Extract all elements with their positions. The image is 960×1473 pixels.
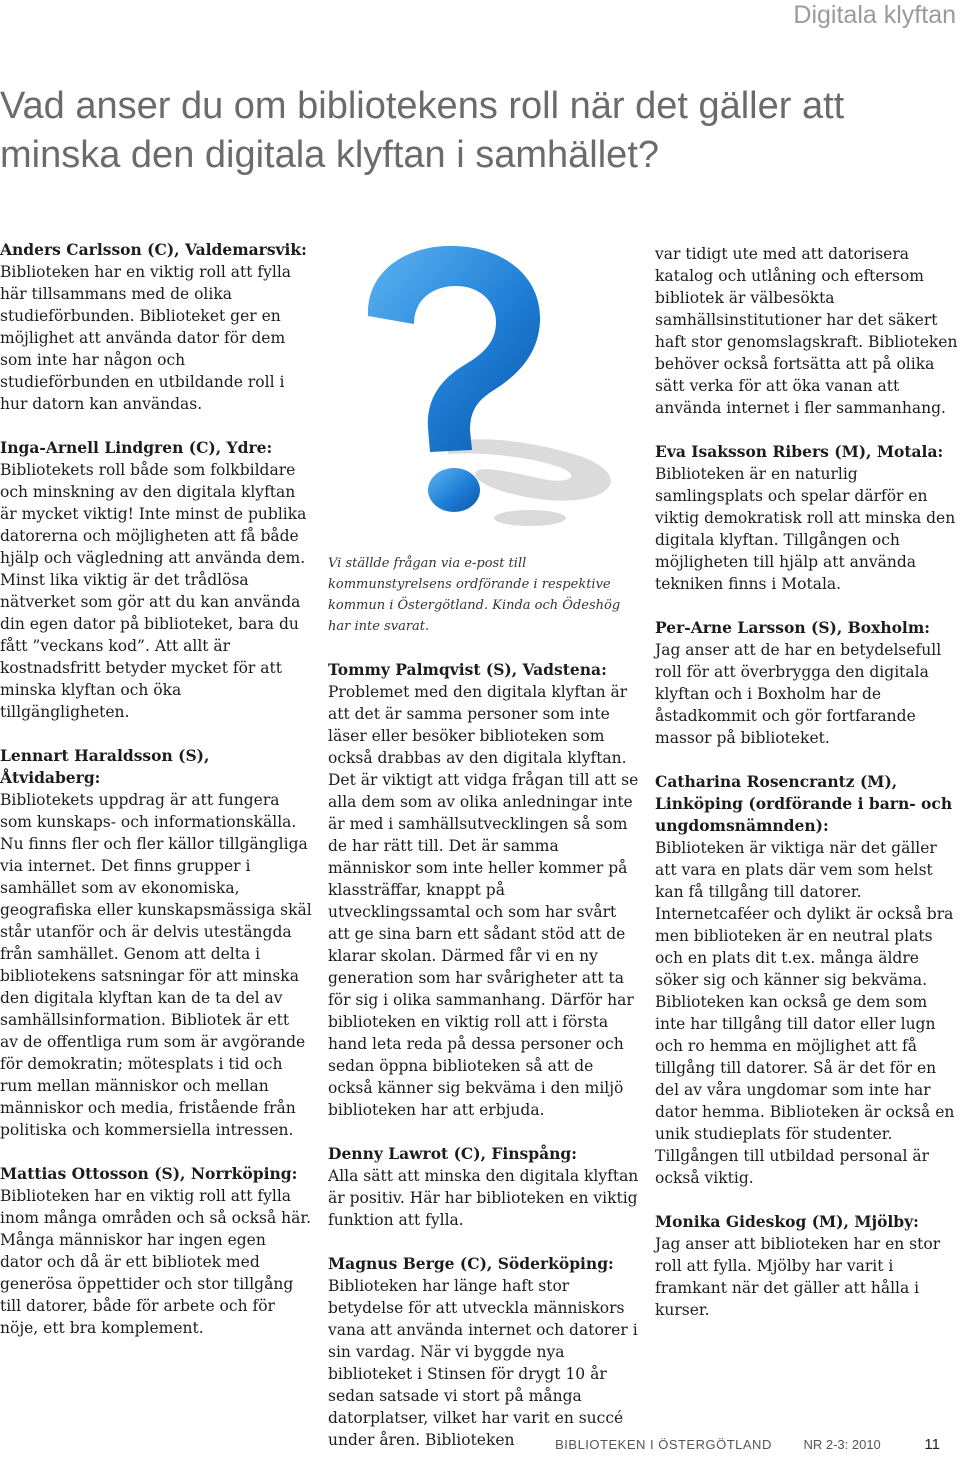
answer-entry [655,617,960,749]
answer-continuation [655,243,960,419]
question-mark-icon [330,238,635,538]
headline: Vad anser du om bibliotekens roll när det gäller att minska den digitala klyftan i samhället? [0,85,845,176]
answer-author: Denny Lawrot (C), Finspång: [328,1144,577,1163]
column-left [0,239,312,1361]
answer-entry [655,1211,960,1321]
answer-author: Magnus Berge (C), Söderköping: [328,1254,614,1273]
answer-author: Lennart Haraldsson (S), Åtvidaberg: [0,746,210,787]
answer-author: Eva Isaksson Ribers (M), Motala: [655,442,944,461]
answer-text: Biblioteken har en viktig roll att fylla här tillsammans med de olika studieförbunden. Biblioteket ger en möjlighet att använda dator för dem som inte har någon och studieförbunden en utbildande roll i hur datorn kan användas. [0,263,292,413]
answer-author: Inga-Arnell Lindgren (C), Ydre: [0,438,273,457]
answer-text: var tidigt ute med att datorisera katalog och utlåning och eftersom bibliotek är välbesökta samhällsinstitutioner har det säkert haft stor genomslagskraft. Biblioteken behöver också fortsätta att på olika sätt verka för att öka vanan att använda internet i fler sammanhang. [655,245,958,417]
question-mark-hook [368,246,540,452]
answer-entry [328,1253,640,1451]
answer-entry [328,1143,640,1231]
answer-text: Biblioteken har en viktig roll att fylla inom många områden och så också här. Många människor har ingen egen dator och då är ett bibliotek med generösa öppettider och stor tillgång till datorer, både för arbete och för nöje, ett bra komplement. [0,1187,312,1337]
answer-text: Biblioteken är viktiga när det gäller att vara en plats där vem som helst kan få tillgång till datorer. Internetcaféer och dylikt är också bra men biblioteken är en neutral plats och en plats dit t.ex. många äldre söker sig och känner sig bekväma. Biblioteken kan också ge dem som inte har tillgång till dator eller lugn och ro hemma en möjlighet att få tillgång till datorer. Så är det för en del av våra ungdomar som inte har dator hemma. Biblioteken är också en unik studieplats för studenter. Tillgången till utbildad personal är också viktig. [655,839,955,1187]
answer-text: Jag anser att de har en betydelsefull roll för att överbrygga den digitala klyftan och i Boxholm har de åstadkommit och gör fortfarande massor på biblioteket. [655,641,942,747]
answer-text: Alla sätt att minska den digitala klyftan är positiv. Här har biblioteken en viktig funktion att fylla. [328,1167,639,1229]
answer-entry [0,239,312,415]
answer-author: Anders Carlsson (C), Valdemarsvik: [0,240,307,259]
answer-author: Monika Gideskog (M), Mjölby: [655,1212,919,1231]
photo-caption: Vi ställde frågan via e-post till kommunstyrelsens ordförande i respektive kommun i Östergötland. Kinda och Ödeshög har inte svarat. [328,556,621,634]
answer-author: Mattias Ottosson (S), Norrköping: [0,1164,298,1183]
answer-entry [0,437,312,723]
answer-author: Per-Arne Larsson (S), Boxholm: [655,618,930,637]
question-dot-shadow [494,510,566,526]
answer-text: Biblioteken är en naturlig samlingsplats och spelar därför en viktig demokratisk roll att minska den digitala klyftan. Tillgången och möjligheten till hjälp att använda tekniken finns i Motala. [655,465,956,593]
page-number: 11 [924,1436,940,1453]
column-middle [328,553,640,1473]
answer-text: Jag anser att biblioteken har en stor roll att fylla. Mjölby har varit i framkant när det gäller att hålla i kurser. [655,1235,941,1319]
publication-name: BIBLIOTEKEN I ÖSTERGÖTLAND [555,1437,772,1452]
answer-text: Biblioteken har länge haft stor betydelse för att utveckla människors vana att använda internet och datorer i sin vardag. När vi byggde nya biblioteket i Stinsen för drygt 10 år sedan satsade vi stort på många datorplatser, vilket har varit en succé under åren. Biblioteken [328,1277,638,1449]
answer-text: Problemet med den digitala klyftan är att det är samma personer som inte läser eller besöker biblioteken som också drabbas av den digitala klyftan. Det är viktigt att vidga frågan till att se alla dem som av olika anledningar inte är med i samhällsutvecklingen så som de har rätt till. Det är samma människor som inte heller kommer på klassträffar, knappt på utvecklingssamtal och som har svårt att ge sina barn ett sådant stöd att de klarar skolan. Därmed får vi en ny generation som har svårigheter att ta för sig i olika sammanhang. Därför har biblioteken en viktig roll att i första hand leta reda på dessa personer och sedan öppna biblioteken så att de också känner sig bekväma i den miljö biblioteken har att erbjuda. [328,683,639,1119]
answer-entry [655,771,960,1189]
answer-entry [0,1163,312,1339]
answer-text: Bibliotekets uppdrag är att fungera som kunskaps- och informationskälla. Nu finns fler och fler källor tillgängliga via internet. Det finns grupper i samhället som av ekonomiska, geografiska eller kunskapsmässiga skäl står utanför och är delvis utestängda från samhället. Genom att delta i bibliotekens satsningar för att minska den digitala klyftan kan de ta del av samhällsinformation. Bibliotek är ett av de offentliga rum som är avgörande för demokratin; mötesplats i tid och rum mellan människor och mellan människor och media, fristående från politiska och kommersiella intressen. [0,791,312,1139]
answer-entry [328,659,640,1121]
answer-text: Bibliotekets roll både som folkbildare och minskning av den digitala klyftan är mycket viktig! Inte minst de publika datorerna och möjligheten att få både hjälp och vägledning att använda dem. Minst lika viktig är det trådlösa nätverket som gör att du kan använda din egen dator på biblioteket, bara du fått ”veckans kod”. Att allt är kostnadsfritt betyder mycket för att minska klyftan och öka tillgängligheten. [0,461,307,721]
question-mark-dot [428,468,480,512]
column-right [655,243,960,1343]
section-label: Digitala klyftan [793,1,956,29]
answer-entry [0,745,312,1141]
answer-author: Tommy Palmqvist (S), Vadstena: [328,660,607,679]
issue-number: NR 2-3: 2010 [803,1437,881,1452]
page-footer [555,1436,940,1453]
answer-author: Catharina Rosencrantz (M), Linköping (ordförande i barn- och ungdomsnämnden): [655,772,953,835]
answer-entry [655,441,960,595]
